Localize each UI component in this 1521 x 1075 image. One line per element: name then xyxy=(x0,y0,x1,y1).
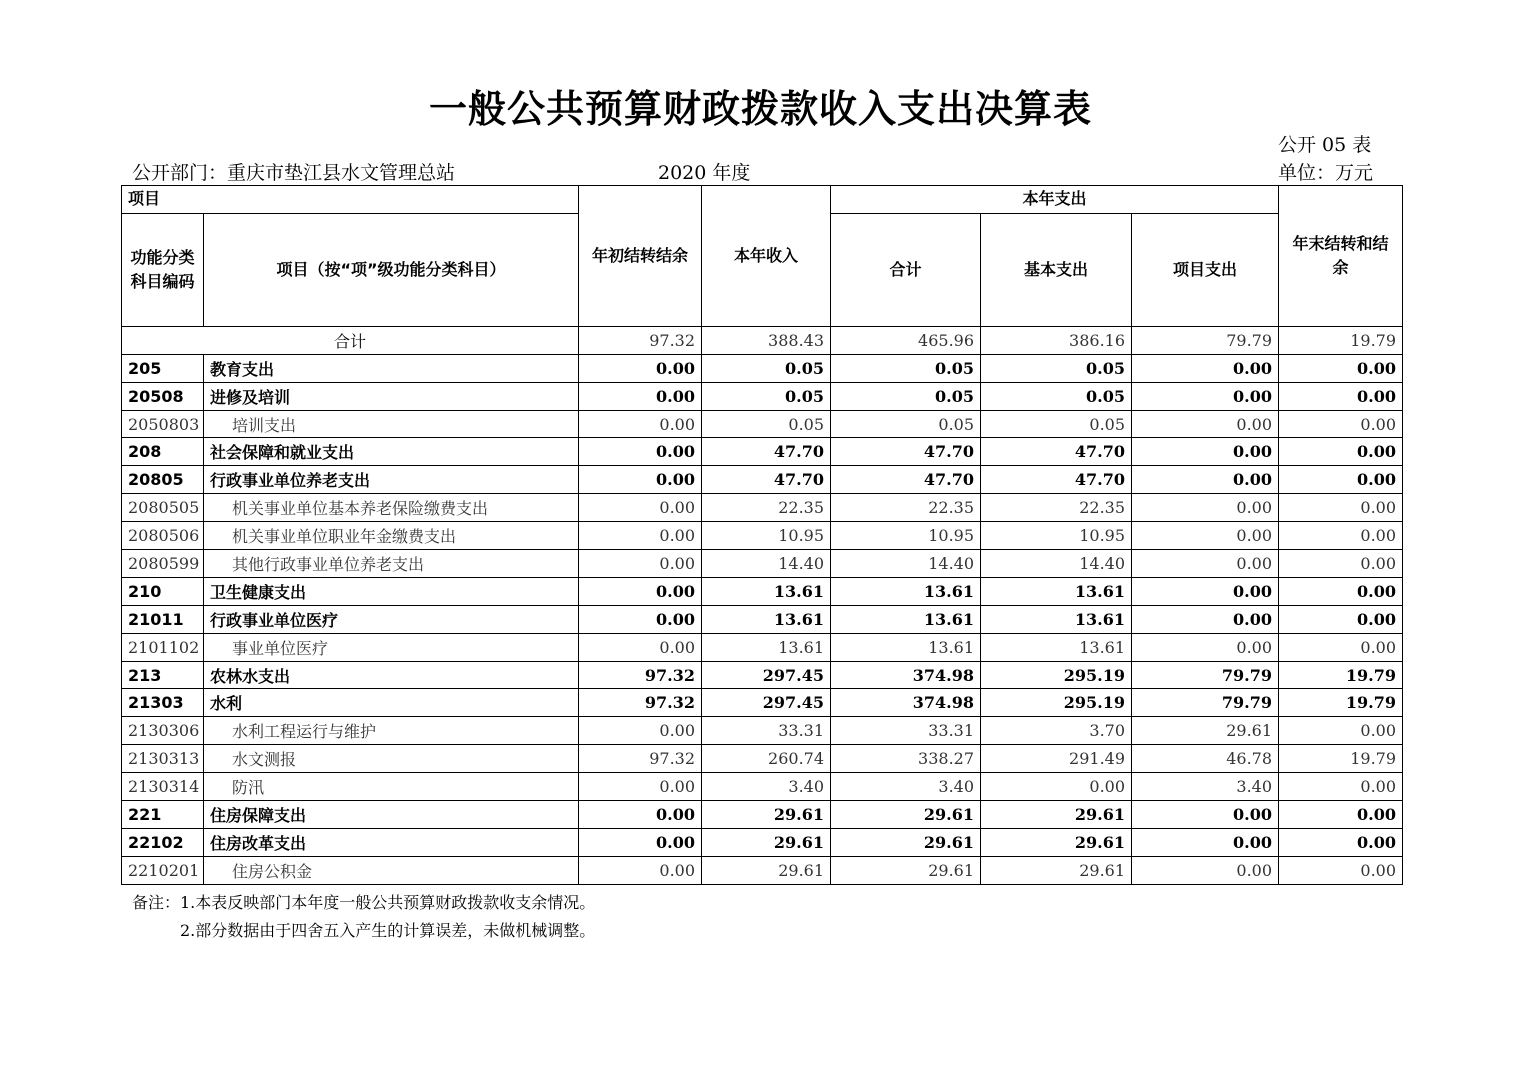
cell-end: 0.00 xyxy=(1279,522,1403,550)
cell-income: 13.61 xyxy=(702,577,831,605)
table-row xyxy=(122,689,1403,717)
cell-income: 260.74 xyxy=(702,745,831,773)
cell-begin: 0.00 xyxy=(579,550,702,578)
cell-income: 10.95 xyxy=(702,522,831,550)
cell-project: 0.00 xyxy=(1132,494,1279,522)
table-row xyxy=(122,856,1403,884)
cell-project: 79.79 xyxy=(1132,689,1279,717)
cell-end: 0.00 xyxy=(1279,717,1403,745)
unit-label: 单位：万元 xyxy=(1278,162,1374,184)
cell-total: 29.61 xyxy=(831,801,981,829)
cell-name: 教育支出 xyxy=(204,354,579,382)
cell-basic: 3.70 xyxy=(981,717,1132,745)
cell-income: 14.40 xyxy=(702,550,831,578)
cell-name: 机关事业单位基本养老保险缴费支出 xyxy=(204,494,579,522)
total-label: 合计 xyxy=(122,326,579,354)
cell-income: 29.61 xyxy=(702,856,831,884)
cell-begin: 0.00 xyxy=(579,577,702,605)
table-row xyxy=(122,661,1403,689)
total-begin: 97.32 xyxy=(579,326,702,354)
cell-code: 20508 xyxy=(122,382,204,410)
cell-project: 3.40 xyxy=(1132,773,1279,801)
table-row xyxy=(122,410,1403,438)
cell-begin: 0.00 xyxy=(579,494,702,522)
cell-basic: 22.35 xyxy=(981,494,1132,522)
cell-name: 行政事业单位养老支出 xyxy=(204,466,579,494)
cell-project: 46.78 xyxy=(1132,745,1279,773)
cell-project: 0.00 xyxy=(1132,466,1279,494)
cell-income: 297.45 xyxy=(702,661,831,689)
cell-project: 0.00 xyxy=(1132,577,1279,605)
cell-income: 47.70 xyxy=(702,466,831,494)
cell-basic: 13.61 xyxy=(981,633,1132,661)
note-2: 2.部分数据由于四舍五入产生的计算误差，未做机械调整。 xyxy=(180,921,596,940)
cell-income: 22.35 xyxy=(702,494,831,522)
cell-begin: 0.00 xyxy=(579,633,702,661)
cell-total: 22.35 xyxy=(831,494,981,522)
table-row xyxy=(122,633,1403,661)
cell-code: 22102 xyxy=(122,828,204,856)
cell-name: 机关事业单位职业年金缴费支出 xyxy=(204,522,579,550)
cell-name: 防汛 xyxy=(204,773,579,801)
cell-begin: 0.00 xyxy=(579,717,702,745)
cell-income: 0.05 xyxy=(702,354,831,382)
cell-basic: 0.05 xyxy=(981,354,1132,382)
total-basic: 386.16 xyxy=(981,326,1132,354)
cell-code: 2130314 xyxy=(122,773,204,801)
cell-project: 0.00 xyxy=(1132,605,1279,633)
cell-basic: 0.05 xyxy=(981,410,1132,438)
cell-total: 374.98 xyxy=(831,689,981,717)
cell-income: 3.40 xyxy=(702,773,831,801)
cell-end: 0.00 xyxy=(1279,438,1403,466)
cell-code: 2130313 xyxy=(122,745,204,773)
cell-project: 0.00 xyxy=(1132,801,1279,829)
header-end-balance: 年末结转和结余 xyxy=(1279,186,1403,327)
cell-basic: 0.00 xyxy=(981,773,1132,801)
cell-end: 0.00 xyxy=(1279,410,1403,438)
table-row xyxy=(122,717,1403,745)
cell-begin: 0.00 xyxy=(579,828,702,856)
cell-total: 10.95 xyxy=(831,522,981,550)
cell-basic: 47.70 xyxy=(981,438,1132,466)
cell-code: 20805 xyxy=(122,466,204,494)
cell-name: 其他行政事业单位养老支出 xyxy=(204,550,579,578)
cell-project: 0.00 xyxy=(1132,550,1279,578)
cell-code: 221 xyxy=(122,801,204,829)
cell-end: 0.00 xyxy=(1279,801,1403,829)
cell-income: 13.61 xyxy=(702,605,831,633)
table-row xyxy=(122,605,1403,633)
cell-total: 29.61 xyxy=(831,828,981,856)
cell-total: 14.40 xyxy=(831,550,981,578)
cell-begin: 0.00 xyxy=(579,382,702,410)
cell-name: 水利 xyxy=(204,689,579,717)
cell-end: 0.00 xyxy=(1279,382,1403,410)
cell-name: 住房保障支出 xyxy=(204,801,579,829)
cell-name: 住房公积金 xyxy=(204,856,579,884)
cell-project: 0.00 xyxy=(1132,856,1279,884)
cell-project: 0.00 xyxy=(1132,828,1279,856)
cell-end: 0.00 xyxy=(1279,633,1403,661)
cell-total: 3.40 xyxy=(831,773,981,801)
cell-basic: 14.40 xyxy=(981,550,1132,578)
cell-income: 33.31 xyxy=(702,717,831,745)
cell-end: 0.00 xyxy=(1279,856,1403,884)
table-row xyxy=(122,354,1403,382)
header-code: 功能分类科目编码 xyxy=(122,213,204,326)
cell-code: 21303 xyxy=(122,689,204,717)
cell-begin: 0.00 xyxy=(579,801,702,829)
table-row xyxy=(122,466,1403,494)
cell-total: 374.98 xyxy=(831,661,981,689)
cell-total: 0.05 xyxy=(831,410,981,438)
table-row xyxy=(122,745,1403,773)
cell-name: 事业单位医疗 xyxy=(204,633,579,661)
cell-begin: 97.32 xyxy=(579,689,702,717)
cell-begin: 0.00 xyxy=(579,466,702,494)
cell-begin: 0.00 xyxy=(579,522,702,550)
page-title: 一般公共预算财政拨款收入支出决算表 xyxy=(428,87,1092,131)
cell-basic: 10.95 xyxy=(981,522,1132,550)
cell-code: 208 xyxy=(122,438,204,466)
cell-name: 水利工程运行与维护 xyxy=(204,717,579,745)
table-row xyxy=(122,494,1403,522)
department-label: 公开部门：重庆市垫江县水文管理总站 xyxy=(132,162,456,184)
cell-project: 0.00 xyxy=(1132,354,1279,382)
cell-total: 338.27 xyxy=(831,745,981,773)
cell-name: 住房改革支出 xyxy=(204,828,579,856)
cell-basic: 295.19 xyxy=(981,689,1132,717)
cell-begin: 0.00 xyxy=(579,354,702,382)
cell-begin: 0.00 xyxy=(579,605,702,633)
cell-code: 21011 xyxy=(122,605,204,633)
table-row xyxy=(122,577,1403,605)
header-expense-group: 本年支出 xyxy=(831,186,1279,214)
cell-end: 0.00 xyxy=(1279,773,1403,801)
cell-total: 29.61 xyxy=(831,856,981,884)
fiscal-year: 2020 年度 xyxy=(658,162,751,184)
cell-name: 培训支出 xyxy=(204,410,579,438)
cell-name: 行政事业单位医疗 xyxy=(204,605,579,633)
cell-name: 卫生健康支出 xyxy=(204,577,579,605)
cell-code: 213 xyxy=(122,661,204,689)
table-row xyxy=(122,522,1403,550)
cell-code: 2101102 xyxy=(122,633,204,661)
header-item: 项目 xyxy=(122,186,579,214)
cell-begin: 0.00 xyxy=(579,410,702,438)
cell-total: 13.61 xyxy=(831,633,981,661)
cell-end: 19.79 xyxy=(1279,745,1403,773)
cell-basic: 29.61 xyxy=(981,828,1132,856)
cell-code: 2080599 xyxy=(122,550,204,578)
form-number: 公开 05 表 xyxy=(1278,134,1372,156)
table-row xyxy=(122,550,1403,578)
cell-total: 33.31 xyxy=(831,717,981,745)
cell-begin: 0.00 xyxy=(579,773,702,801)
cell-end: 0.00 xyxy=(1279,605,1403,633)
note-1: 备注：1.本表反映部门本年度一般公共预算财政拨款收支余情况。 xyxy=(132,893,596,912)
header-income: 本年收入 xyxy=(702,186,831,327)
cell-total: 47.70 xyxy=(831,438,981,466)
cell-total: 47.70 xyxy=(831,466,981,494)
table-row xyxy=(122,828,1403,856)
cell-income: 297.45 xyxy=(702,689,831,717)
cell-name: 社会保障和就业支出 xyxy=(204,438,579,466)
cell-income: 0.05 xyxy=(702,410,831,438)
cell-project: 0.00 xyxy=(1132,522,1279,550)
cell-begin: 0.00 xyxy=(579,438,702,466)
cell-end: 0.00 xyxy=(1279,466,1403,494)
cell-begin: 97.32 xyxy=(579,745,702,773)
cell-end: 19.79 xyxy=(1279,689,1403,717)
total-row xyxy=(122,326,1403,354)
cell-basic: 295.19 xyxy=(981,661,1132,689)
header-name: 项目（按“项”级功能分类科目） xyxy=(204,213,579,326)
cell-total: 0.05 xyxy=(831,382,981,410)
cell-basic: 29.61 xyxy=(981,856,1132,884)
cell-project: 79.79 xyxy=(1132,661,1279,689)
cell-begin: 97.32 xyxy=(579,661,702,689)
cell-project: 0.00 xyxy=(1132,633,1279,661)
cell-basic: 47.70 xyxy=(981,466,1132,494)
cell-project: 0.00 xyxy=(1132,438,1279,466)
table-row xyxy=(122,438,1403,466)
cell-code: 2080505 xyxy=(122,494,204,522)
cell-end: 0.00 xyxy=(1279,828,1403,856)
cell-basic: 13.61 xyxy=(981,577,1132,605)
cell-end: 0.00 xyxy=(1279,577,1403,605)
cell-code: 2210201 xyxy=(122,856,204,884)
cell-basic: 29.61 xyxy=(981,801,1132,829)
total-project: 79.79 xyxy=(1132,326,1279,354)
header-project: 项目支出 xyxy=(1132,213,1279,326)
cell-code: 210 xyxy=(122,577,204,605)
table-row xyxy=(122,801,1403,829)
cell-project: 0.00 xyxy=(1132,410,1279,438)
cell-project: 0.00 xyxy=(1132,382,1279,410)
cell-income: 29.61 xyxy=(702,828,831,856)
cell-project: 29.61 xyxy=(1132,717,1279,745)
cell-end: 19.79 xyxy=(1279,661,1403,689)
cell-name: 进修及培训 xyxy=(204,382,579,410)
table-row xyxy=(122,773,1403,801)
header-total: 合计 xyxy=(831,213,981,326)
cell-total: 0.05 xyxy=(831,354,981,382)
cell-basic: 0.05 xyxy=(981,382,1132,410)
cell-basic: 13.61 xyxy=(981,605,1132,633)
cell-code: 2050803 xyxy=(122,410,204,438)
cell-total: 13.61 xyxy=(831,577,981,605)
cell-name: 水文测报 xyxy=(204,745,579,773)
cell-total: 13.61 xyxy=(831,605,981,633)
total-income: 388.43 xyxy=(702,326,831,354)
cell-basic: 291.49 xyxy=(981,745,1132,773)
header-begin-balance: 年初结转结余 xyxy=(579,186,702,327)
total-end: 19.79 xyxy=(1279,326,1403,354)
header-basic: 基本支出 xyxy=(981,213,1132,326)
cell-income: 47.70 xyxy=(702,438,831,466)
table-row xyxy=(122,382,1403,410)
cell-code: 2080506 xyxy=(122,522,204,550)
cell-begin: 0.00 xyxy=(579,856,702,884)
cell-income: 29.61 xyxy=(702,801,831,829)
budget-table xyxy=(121,185,1403,885)
cell-end: 0.00 xyxy=(1279,354,1403,382)
cell-code: 2130306 xyxy=(122,717,204,745)
cell-income: 0.05 xyxy=(702,382,831,410)
cell-end: 0.00 xyxy=(1279,550,1403,578)
total-expense: 465.96 xyxy=(831,326,981,354)
cell-income: 13.61 xyxy=(702,633,831,661)
cell-end: 0.00 xyxy=(1279,494,1403,522)
cell-name: 农林水支出 xyxy=(204,661,579,689)
cell-code: 205 xyxy=(122,354,204,382)
